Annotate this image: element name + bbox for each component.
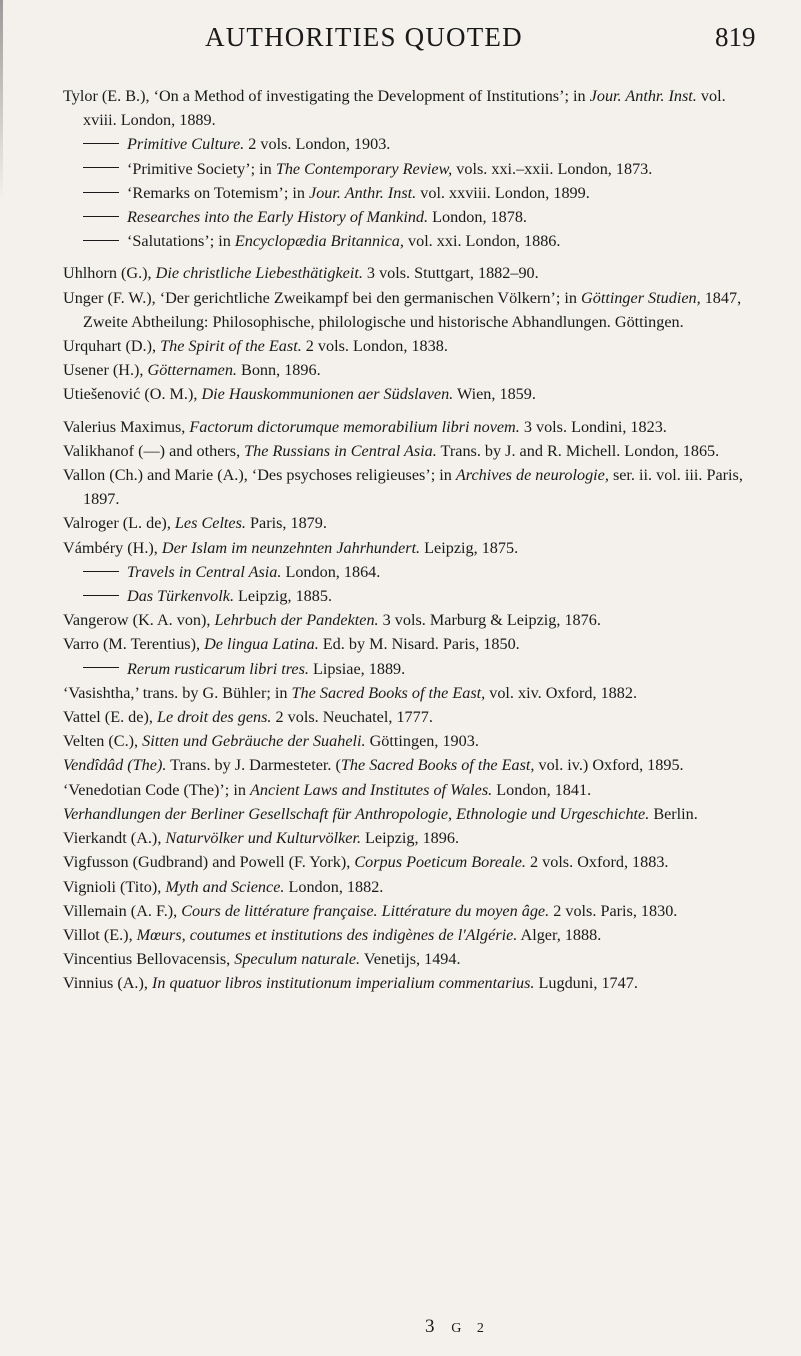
entry-text: ‘Remarks on Totemism’; in: [127, 183, 310, 202]
entry-text: Vangerow (K. A. von),: [63, 611, 215, 630]
entry-text: ‘Venedotian Code (The)’; in: [63, 780, 250, 799]
entry-text: Göttingen, 1903.: [365, 732, 479, 751]
entry-text: Vierkandt (A.),: [63, 829, 166, 848]
entry-text: Trans. by J. and R. Michell. London, 1865.: [436, 441, 720, 460]
entry-title-text: Researches into the Early History of Mankind.: [127, 208, 429, 227]
entry-title-text: Factorum dictorumque memorabilium libri novem.: [189, 417, 520, 436]
signature-letters: G 2: [451, 1321, 490, 1336]
entry-text: London, 1878.: [428, 208, 527, 227]
entry-title-text: Les Celtes.: [174, 514, 246, 533]
entry-text: 2 vols. Neuchatel, 1777.: [271, 708, 433, 727]
bibliography-entry: [63, 205, 758, 229]
bibliography-entry: [63, 971, 758, 995]
entry-title-text: Vendîdâd (The).: [63, 756, 167, 775]
entry-text: vol. xiv. Oxford, 1882.: [485, 683, 637, 702]
entry-text: Leipzig, 1885.: [234, 587, 333, 606]
bibliography-entry: [63, 875, 758, 899]
bibliography-entry: [63, 261, 758, 285]
entry-text: 3 vols. Londini, 1823.: [519, 417, 667, 436]
entry-text: Berlin.: [649, 804, 698, 823]
entry-text: Venetijs, 1494.: [360, 950, 461, 969]
bibliography-entry: [63, 334, 758, 358]
entry-title-text: Göttinger Studien,: [581, 288, 701, 307]
bibliography-entry: [63, 358, 758, 382]
entry-text: Unger (F. W.), ‘Der gerichtliche Zweikampf bei den germanischen Völkern’; in: [63, 288, 582, 307]
entry-text: Utiešenović (O. M.),: [63, 385, 202, 404]
entry-title-text: Cours de littérature française. Littérature du moyen âge.: [181, 901, 550, 920]
page-number: 819: [715, 22, 756, 52]
signature-number: 3: [425, 1316, 441, 1337]
entry-text: 2 vols. London, 1838.: [301, 337, 448, 356]
entry-text: Lugduni, 1747.: [534, 974, 638, 993]
entry-title-text: The Sacred Books of the East,: [291, 683, 486, 702]
entry-title-text: Ancient Laws and Institutes of Wales.: [250, 780, 493, 799]
bibliography-entry: [63, 536, 758, 560]
entry-text: 2 vols. Oxford, 1883.: [525, 853, 669, 872]
bibliography-entry: [63, 657, 758, 681]
entry-text: vol. xxviii. London, 1899.: [416, 183, 590, 202]
ditto-dash: [83, 192, 119, 193]
entry-text: ‘Salutations’; in: [127, 232, 235, 251]
entry-text: Velten (C.),: [63, 732, 143, 751]
entry-text: Bonn, 1896.: [236, 361, 321, 380]
entry-text: Leipzig, 1896.: [361, 829, 460, 848]
bibliography-entry: [63, 229, 758, 253]
entry-text: 2 vols. London, 1903.: [244, 135, 391, 154]
bibliography-entry: [63, 899, 758, 923]
entry-text: London, 1882.: [284, 877, 384, 896]
entry-text: vol. xviii. London, 1889.: [83, 87, 726, 130]
ditto-dash: [83, 571, 119, 572]
entry-text: 1847, Zweite Abtheilung: Philosophische, philologische und historische Abhandlungen. Göttingen.: [83, 288, 742, 331]
entry-text: ‘Primitive Society’; in: [127, 159, 276, 178]
ditto-dash: [83, 167, 119, 168]
entry-title-text: Rerum rusticarum libri tres.: [127, 659, 309, 678]
entry-title-text: Jour. Anthr. Inst.: [589, 87, 697, 105]
entry-text: 2 vols. Paris, 1830.: [549, 901, 678, 920]
entry-title-text: Die christliche Liebesthätigkeit.: [155, 264, 363, 283]
entry-text: vols. xxi.–xxii. London, 1873.: [452, 159, 653, 178]
entry-title-text: Myth and Science.: [165, 877, 285, 896]
entry-title-text: Götternamen.: [147, 361, 237, 380]
entry-text: Villot (E.),: [63, 925, 137, 944]
entry-text: Lipsiae, 1889.: [308, 659, 406, 678]
entry-title-text: Le droit des gens.: [156, 708, 272, 727]
bibliography-entry: [63, 181, 758, 205]
entry-title-text: Der Islam im neunzehnten Jahrhundert.: [161, 538, 421, 557]
entry-text: Ed. by M. Nisard. Paris, 1850.: [318, 635, 520, 654]
ditto-dash: [83, 240, 119, 241]
entry-title-text: Primitive Culture.: [127, 135, 245, 154]
entry-text: vol. xxi. London, 1886.: [403, 232, 561, 251]
entry-title-text: Jour. Anthr. Inst.: [309, 183, 417, 202]
ditto-dash: [83, 143, 119, 144]
entry-text: Valerius Maximus,: [63, 417, 190, 436]
entry-title-text: In quatuor libros institutionum imperialium commentarius.: [151, 974, 535, 993]
ditto-dash: [83, 216, 119, 217]
entry-text: Uhlhorn (G.),: [63, 264, 156, 283]
entry-text: 3 vols. Stuttgart, 1882–90.: [362, 264, 539, 283]
bibliography-entry: [63, 705, 758, 729]
bibliography-entry: [63, 415, 758, 439]
entry-title-text: The Sacred Books of the East,: [340, 756, 535, 775]
bibliography-entry: [63, 778, 758, 802]
entry-title-text: Das Türkenvolk.: [127, 587, 234, 606]
bibliography-entry: [63, 463, 758, 511]
bibliography-entry: [63, 850, 758, 874]
entry-text: Vigfusson (Gudbrand) and Powell (F. York),: [63, 853, 355, 872]
entry-text: Vinnius (A.),: [63, 974, 152, 993]
entry-text: vol. iv.) Oxford, 1895.: [534, 756, 684, 775]
ditto-dash: [83, 595, 119, 596]
entry-text: Vallon (Ch.) and Marie (A.), ‘Des psychoses religieuses’; in: [63, 466, 456, 485]
entry-text: Vámbéry (H.),: [63, 538, 162, 557]
entry-title-text: De lingua Latina.: [204, 635, 319, 654]
bibliography-entry: [63, 923, 758, 947]
entry-title-text: Die Hauskommunionen aer Südslaven.: [201, 385, 454, 404]
bibliography-list: [63, 84, 758, 996]
entry-text: Valikhanof (—) and others,: [63, 441, 245, 460]
entry-title-text: Sitten und Gebräuche der Suaheli.: [142, 732, 366, 751]
entry-text: Villemain (A. F.),: [63, 901, 182, 920]
entry-text: London, 1864.: [281, 562, 381, 581]
entry-title-text: Speculum naturale.: [234, 950, 361, 969]
entry-text: Wien, 1859.: [453, 385, 536, 404]
page-header: [0, 14, 801, 54]
bibliography-entry: [63, 584, 758, 608]
entry-text: Varro (M. Terentius),: [63, 635, 205, 654]
bibliography-entry: [63, 729, 758, 753]
entry-title-text: Verhandlungen der Berliner Gesellschaft für Anthropologie, Ethnologie und Urgeschichte.: [63, 804, 650, 823]
bibliography-entry: [63, 286, 758, 334]
entry-text: Valroger (L. de),: [63, 514, 175, 533]
bibliography-entry: [63, 439, 758, 463]
entry-text: 3 vols. Marburg & Leipzig, 1876.: [378, 611, 601, 630]
entry-text: ‘Vasishtha,’ trans. by G. Bühler; in: [63, 683, 292, 702]
entry-title-text: Travels in Central Asia.: [127, 562, 282, 581]
bibliography-entry: [63, 560, 758, 584]
entry-text: Paris, 1879.: [245, 514, 327, 533]
bibliography-entry: [63, 157, 758, 181]
entry-text: ser. ii. vol. iii. Paris, 1897.: [83, 466, 743, 509]
entry-title-text: The Contemporary Review,: [275, 159, 453, 178]
entry-text: Trans. by J. Darmesteter. (: [166, 756, 341, 775]
bibliography-entry: [63, 753, 758, 777]
bibliography-entry: [63, 382, 758, 406]
entry-text: Tylor (E. B.), ‘On a Method of investigating the Development of Institutions’; in: [63, 87, 590, 105]
bibliography-entry: [63, 802, 758, 826]
entry-text: Vignioli (Tito),: [63, 877, 166, 896]
entry-text: Vattel (E. de),: [63, 708, 157, 727]
entry-title-text: The Russians in Central Asia.: [244, 441, 437, 460]
entry-text: Urquhart (D.),: [63, 337, 161, 356]
entry-title-text: Archives de neurologie,: [455, 466, 609, 485]
bibliography-entry: [63, 84, 758, 132]
ditto-dash: [83, 667, 119, 668]
entry-text: Leipzig, 1875.: [420, 538, 519, 557]
entry-text: Usener (H.),: [63, 361, 148, 380]
entry-title-text: Lehrbuch der Pandekten.: [214, 611, 379, 630]
running-title: AUTHORITIES QUOTED: [205, 22, 523, 52]
bibliography-entry: [63, 632, 758, 656]
bibliography-entry: [63, 132, 758, 156]
entry-text: London, 1841.: [492, 780, 592, 799]
bibliography-entry: [63, 826, 758, 850]
entry-text: Alger, 1888.: [517, 925, 602, 944]
entry-title-text: Naturvölker und Kulturvölker.: [165, 829, 361, 848]
printer-signature-mark: [425, 1316, 490, 1338]
bibliography-entry: [63, 947, 758, 971]
bibliography-entry: [63, 681, 758, 705]
entry-title-text: The Spirit of the East.: [160, 337, 302, 356]
entry-text: Vincentius Bellovacensis,: [63, 950, 235, 969]
entry-title-text: Corpus Poeticum Boreale.: [354, 853, 526, 872]
bibliography-entry: [63, 608, 758, 632]
entry-title-text: Mœurs, coutumes et institutions des indigènes de l'Algérie.: [136, 925, 518, 944]
bibliography-entry: [63, 511, 758, 535]
entry-title-text: Encyclopædia Britannica,: [234, 232, 404, 251]
